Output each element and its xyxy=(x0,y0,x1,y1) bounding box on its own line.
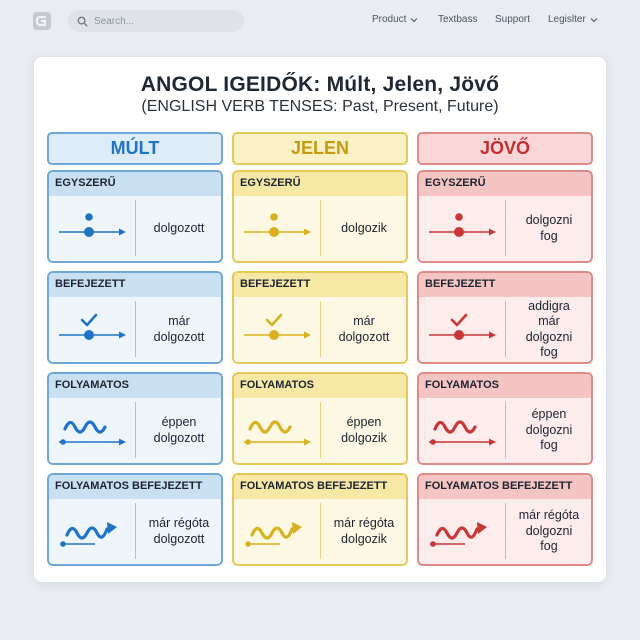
dot-timeline-icon xyxy=(55,200,131,256)
tense-cell xyxy=(232,473,408,566)
verb-form-line: dolgozott xyxy=(153,220,205,235)
tense-cell xyxy=(417,473,593,566)
tense-cell-body xyxy=(234,297,406,362)
verb-form-line: dolgozik xyxy=(341,531,387,546)
nav-support-label: Support xyxy=(495,14,531,25)
cell-divider xyxy=(135,200,136,256)
verb-form-line: már xyxy=(168,314,190,328)
top-navigation-bar xyxy=(0,0,640,44)
cell-divider xyxy=(135,503,136,559)
tense-label: FOLYAMATOS BEFEJEZETT xyxy=(419,475,591,499)
tense-label: FOLYAMATOS xyxy=(234,374,406,398)
chevron-down-icon xyxy=(410,16,418,24)
tense-cell xyxy=(232,372,408,465)
verb-form xyxy=(507,297,591,362)
tense-cell-body xyxy=(49,297,221,362)
verb-form xyxy=(137,398,221,463)
wave-arrow-timeline-icon xyxy=(425,503,501,559)
nav-legislter-label: Legislter xyxy=(548,14,586,25)
cell-divider xyxy=(320,200,321,256)
tense-cell xyxy=(47,372,223,465)
tense-label: EGYSZERŰ xyxy=(49,172,221,196)
verb-form xyxy=(507,398,591,463)
tense-cell xyxy=(47,271,223,364)
nav-product[interactable] xyxy=(372,14,418,25)
app-logo-icon[interactable] xyxy=(32,11,52,31)
tense-cell-body xyxy=(49,398,221,463)
nav-product-label: Product xyxy=(372,14,407,25)
verb-tense-card xyxy=(34,57,606,582)
verb-form-line: éppen xyxy=(161,415,197,429)
verb-form xyxy=(322,398,406,463)
tense-cell xyxy=(47,473,223,566)
nav-legislter[interactable] xyxy=(548,14,598,25)
tense-label: FOLYAMATOS BEFEJEZETT xyxy=(234,475,406,499)
verb-form-line: addigra xyxy=(528,298,570,313)
search-input[interactable] xyxy=(94,16,234,27)
tense-cell xyxy=(232,271,408,364)
wave-timeline-icon xyxy=(55,402,131,458)
column-header-1: JELEN xyxy=(232,132,408,165)
tense-label: FOLYAMATOS BEFEJEZETT xyxy=(49,475,221,499)
tense-cell xyxy=(417,372,593,465)
cell-divider xyxy=(320,402,321,458)
tense-cell-body xyxy=(234,398,406,463)
tense-cell-body xyxy=(419,398,591,463)
cell-divider xyxy=(505,200,506,256)
page-title: ANGOL IGEIDŐK: Múlt, Jelen, Jövő xyxy=(140,73,500,96)
verb-form-line: fog xyxy=(540,228,558,243)
nav-support[interactable] xyxy=(495,14,530,25)
verb-form-line: éppen xyxy=(346,415,382,429)
verb-form-line: dolgozott xyxy=(153,329,205,344)
dot-timeline-icon xyxy=(425,200,501,256)
verb-form-line: dolgozik xyxy=(341,220,387,235)
tense-cell-body xyxy=(419,297,591,362)
verb-form-line: már xyxy=(538,314,560,328)
tense-label: BEFEJEZETT xyxy=(419,273,591,297)
tense-label: BEFEJEZETT xyxy=(49,273,221,297)
verb-form xyxy=(322,297,406,362)
verb-form xyxy=(322,196,406,261)
cell-divider xyxy=(320,503,321,559)
verb-form-line: dolgozott xyxy=(153,531,205,546)
tense-cell-body xyxy=(49,196,221,261)
dot-timeline-icon xyxy=(240,200,316,256)
tense-cell xyxy=(417,271,593,364)
verb-form xyxy=(507,196,591,261)
cell-divider xyxy=(320,301,321,357)
verb-form xyxy=(137,297,221,362)
wave-timeline-icon xyxy=(425,402,501,458)
check-timeline-icon xyxy=(425,301,501,357)
verb-form-line: fog xyxy=(540,438,558,453)
tense-label: FOLYAMATOS xyxy=(49,374,221,398)
verb-form-line: már régóta xyxy=(148,516,210,530)
tense-label: FOLYAMATOS xyxy=(419,374,591,398)
verb-form-line: dolgozni xyxy=(525,213,573,227)
check-timeline-icon xyxy=(240,301,316,357)
cell-divider xyxy=(505,503,506,559)
verb-form-line: már xyxy=(353,314,375,328)
search-icon xyxy=(77,16,88,27)
tense-cell xyxy=(417,170,593,263)
nav-textbass-label: Textbass xyxy=(438,14,478,25)
cell-divider xyxy=(135,301,136,357)
tense-cell-body xyxy=(234,499,406,564)
verb-form xyxy=(137,196,221,261)
cell-divider xyxy=(505,301,506,357)
verb-form-line: dolgozott xyxy=(338,329,390,344)
verb-form xyxy=(322,499,406,564)
cell-divider xyxy=(135,402,136,458)
column-header-2: JÖVŐ xyxy=(417,132,593,165)
verb-form-line: fog xyxy=(540,345,558,359)
nav-textbass[interactable] xyxy=(438,14,477,25)
chevron-down-icon xyxy=(590,16,598,24)
column-header-0: MÚLT xyxy=(47,132,223,165)
search-box[interactable] xyxy=(68,10,244,32)
verb-form-line: dolgozni xyxy=(525,523,573,538)
tense-cell xyxy=(47,170,223,263)
check-timeline-icon xyxy=(55,301,131,357)
verb-form-line: dolgozott xyxy=(153,430,205,445)
verb-form-line: dolgozni xyxy=(525,422,573,437)
verb-form-line: már régóta xyxy=(333,516,395,530)
verb-form-line: fog xyxy=(540,539,558,554)
wave-timeline-icon xyxy=(240,402,316,458)
verb-form-line: dolgozni xyxy=(525,329,573,344)
verb-form-line: dolgozik xyxy=(341,430,387,445)
verb-form xyxy=(137,499,221,564)
verb-form-line: már régóta xyxy=(518,508,580,523)
tense-cell-body xyxy=(419,196,591,261)
tense-cell xyxy=(232,170,408,263)
tense-cell-body xyxy=(49,499,221,564)
verb-form xyxy=(507,499,591,564)
cell-divider xyxy=(505,402,506,458)
tense-cell-body xyxy=(234,196,406,261)
tense-cell-body xyxy=(419,499,591,564)
verb-form-line: éppen xyxy=(531,407,567,422)
tense-label: EGYSZERŰ xyxy=(419,172,591,196)
page-subtitle: (ENGLISH VERB TENSES: Past, Present, Future) xyxy=(141,98,499,115)
tense-label: BEFEJEZETT xyxy=(234,273,406,297)
wave-arrow-timeline-icon xyxy=(240,503,316,559)
tense-label: EGYSZERŰ xyxy=(234,172,406,196)
wave-arrow-timeline-icon xyxy=(55,503,131,559)
